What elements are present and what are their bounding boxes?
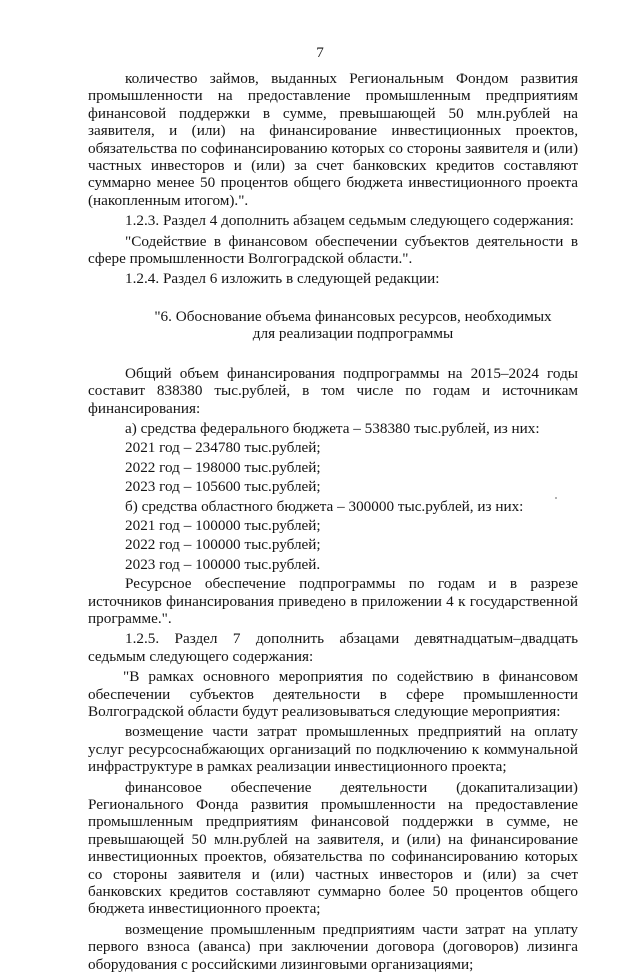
paragraph-total-funding: Общий объем финансирования подпрограммы на 2015–2024 годы составит 838380 тыс.рублей, в том числе по годам и источникам финансирования: [88, 364, 578, 417]
scan-speck [555, 497, 557, 499]
paragraph-quote-support: "Содействие в финансовом обеспечении субъектов деятельности в сфере промышленности Волгоградской области.". [88, 232, 578, 268]
paragraph-1-2-4: 1.2.4. Раздел 6 изложить в следующей редакции: [125, 270, 440, 288]
list-item-regional-2023: 2023 год – 100000 тыс.рублей. [125, 555, 321, 573]
section-heading-line-1: "6. Обоснование объема финансовых ресурсов, необходимых [154, 307, 552, 325]
list-item-federal-budget: а) средства федерального бюджета – 538380 тыс.рублей, из них: [125, 419, 540, 437]
section-heading [88, 308, 578, 343]
list-item-regional-2021: 2021 год – 100000 тыс.рублей; [125, 516, 321, 534]
list-item-regional-2022: 2022 год – 100000 тыс.рублей; [125, 536, 321, 554]
page-number: 7 [316, 44, 324, 61]
paragraph-resource-provision: Ресурсное обеспечение подпрограммы по годам и в разрезе источников финансирования приведено в приложении 4 к государственной программе.". [88, 575, 578, 627]
paragraph-quote-measures: "В рамках основного мероприятия по содействию в финансовом обеспечении субъектов деятельности в сфере промышленности Волгоградской области будут реализовываться следующие мероприятия: [88, 668, 578, 720]
paragraph-loans-count: количество займов, выданных Региональным Фондом развития промышленности на предоставление промышленным предприятиям финансовой поддержки в сумме, превышающей 50 млн.рублей на заявителя, и (или) на финансирование инвестиционных проектов, обязательства по софинансированию которых со стороны заявителя и (или) частных инвесторов и (или) за счет банковских кредитов составляют суммарно менее 50 процентов общего бюджета инвестиционного проекта (накопленным итогом).". [88, 70, 578, 209]
list-item-federal-2023: 2023 год – 105600 тыс.рублей; [125, 478, 321, 496]
document-body [88, 70, 578, 973]
list-item-federal-2022: 2022 год – 198000 тыс.рублей; [125, 458, 321, 476]
list-item-regional-budget: б) средства областного бюджета – 300000 тыс.рублей, из них: [125, 497, 524, 515]
section-heading-line-2: для реализации подпрограммы [252, 325, 454, 343]
paragraph-measure-utilities: возмещение части затрат промышленных предприятий на оплату услуг ресурсоснабжающих организаций по подключению к коммунальной инфраструктуре в рамках реализации инвестиционного проекта; [88, 723, 578, 776]
list-item-federal-2021: 2021 год – 234780 тыс.рублей; [125, 439, 321, 457]
paragraph-measure-fund: финансовое обеспечение деятельности (докапитализации) Регионального Фонда развития промышленности на предоставление промышленным предприятиям финансовой поддержки в сумме, не превышающей 50 млн.рублей на заявителя, и (или) на финансирование инвестиционных проектов, обязательства по софинансированию которых со стороны заявителя и (или) частных инвесторов и (или) за счет банковских кредитов составляют суммарно более 50 процентов общего бюджета инвестиционного проекта; [88, 778, 578, 918]
paragraph-1-2-3: 1.2.3. Раздел 4 дополнить абзацем седьмым следующего содержания: [125, 212, 574, 230]
paragraph-1-2-5: 1.2.5. Раздел 7 дополнить абзацами девятнадцатым–двадцать седьмым следующего содержания: [88, 630, 578, 665]
paragraph-measure-leasing: возмещение промышленным предприятиям части затрат на уплату первого взноса (аванса) при заключении договора (договоров) лизинга оборудования с российскими лизинговыми организациями; [88, 920, 578, 973]
